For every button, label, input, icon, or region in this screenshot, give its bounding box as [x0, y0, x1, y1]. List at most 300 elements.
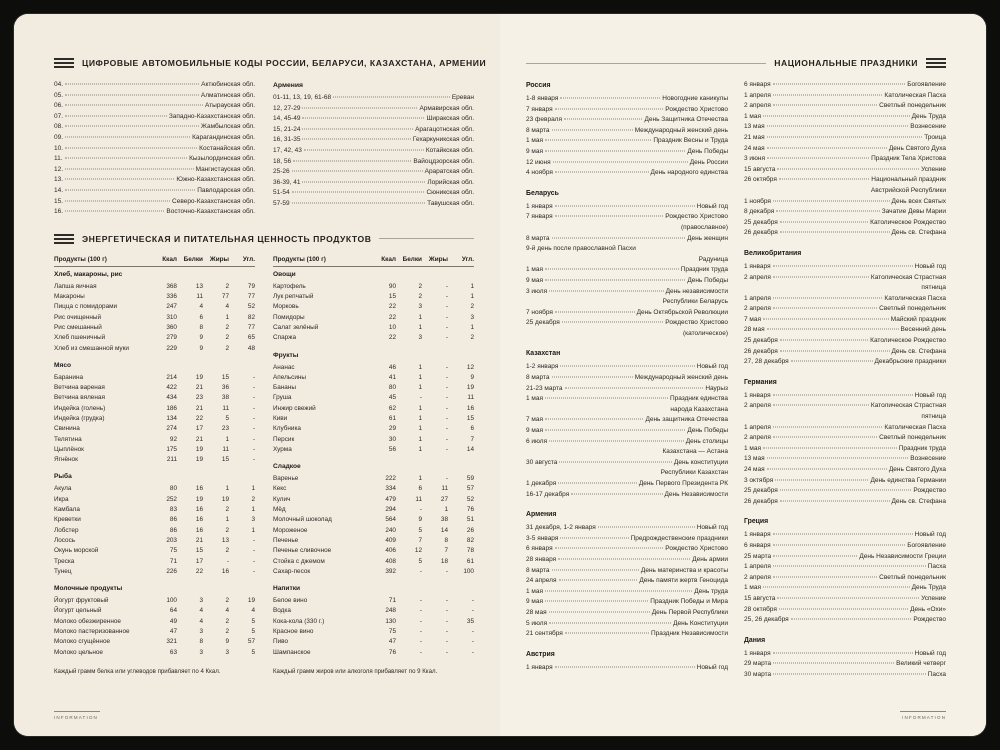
cell-carbs: 3 — [470, 313, 474, 321]
product-name: Клубника — [273, 425, 301, 433]
cell-kcal: 247 — [166, 303, 177, 311]
cell-protein: 3 — [199, 628, 203, 636]
holiday-row — [744, 659, 946, 670]
footer-rule — [54, 711, 100, 712]
leader-key: 9 мая — [526, 598, 544, 606]
leader-key: 26 декабря — [744, 347, 778, 355]
leader-value: Католическая Пасха — [884, 294, 946, 302]
cell-carbs: - — [252, 384, 255, 392]
leader-dots — [545, 140, 651, 141]
leader-value: Богоявление — [907, 541, 946, 549]
col-kcal: Ккал — [162, 255, 177, 263]
cell-fat: 2 — [225, 628, 229, 636]
leader-dots — [555, 311, 635, 312]
leader-value: Праздник труда — [680, 266, 728, 274]
leader-value: День столицы — [685, 437, 728, 445]
product-name: Бананы — [273, 384, 296, 392]
leader-key: 8 декабря — [744, 208, 775, 216]
cell-carbs: 2 — [251, 495, 255, 503]
product-name: Лосось — [54, 536, 76, 544]
cell-protein: - — [419, 617, 422, 625]
cell-carbs: 35 — [466, 617, 474, 625]
leader-dots — [292, 202, 425, 203]
leader-dots — [549, 611, 650, 612]
leader-key: 1 мая — [526, 587, 544, 595]
table-row — [273, 414, 474, 424]
table-row — [273, 383, 474, 393]
leader-key: 14. — [54, 186, 64, 194]
leader-key: 8 марта — [526, 126, 550, 134]
cell-protein: 9 — [418, 516, 422, 524]
leader-dots — [293, 160, 411, 161]
product-name: Красное вино — [273, 628, 314, 636]
leader-dots — [773, 84, 906, 85]
leader-dots — [555, 548, 664, 549]
leader-dots — [552, 377, 633, 378]
leader-key: 36-39, 41 — [273, 178, 301, 186]
product-name: Хурма — [273, 445, 292, 453]
leader-key: 26 октября — [744, 176, 777, 184]
leader-value: Мангистауская обл. — [195, 165, 255, 173]
leader-dots — [571, 493, 662, 494]
cell-fat: - — [445, 425, 448, 433]
holiday-row — [744, 530, 946, 541]
leader-key: 3 октября — [744, 476, 774, 484]
leader-dots — [558, 483, 637, 484]
holiday-row — [526, 384, 728, 395]
car-code-row — [273, 188, 474, 199]
table-row — [54, 596, 255, 606]
leader-dots — [545, 419, 643, 420]
leader-dots — [562, 322, 663, 323]
leader-key: 06. — [54, 102, 64, 110]
cell-kcal: 86 — [169, 526, 177, 534]
leader-value: Рождество Христово — [665, 319, 728, 327]
leader-dots — [773, 308, 877, 309]
cell-protein: 7 — [418, 536, 422, 544]
cell-carbs: 1 — [251, 526, 255, 534]
leader-dots — [65, 189, 195, 190]
cell-fat: - — [445, 597, 448, 605]
leader-value: Праздник единства — [669, 395, 728, 403]
product-name: Печенье сливочное — [273, 547, 332, 555]
product-name: Апельсины — [273, 373, 307, 381]
leader-dots — [565, 387, 704, 388]
table-row — [273, 302, 474, 312]
cell-fat: - — [445, 313, 448, 321]
leader-dots — [773, 437, 877, 438]
leader-dots — [773, 200, 890, 201]
product-name: Мёд — [273, 506, 286, 514]
cell-fat: 13 — [221, 536, 229, 544]
table-row — [54, 393, 255, 403]
holiday-row-continuation — [526, 297, 728, 308]
cell-fat: 16 — [221, 567, 229, 575]
cell-kcal: 63 — [169, 648, 177, 656]
leader-key: 1 января — [526, 202, 553, 210]
leader-value: Рождество — [913, 487, 946, 495]
cell-fat: 2 — [225, 617, 229, 625]
footer-rule-2 — [900, 711, 946, 712]
cell-carbs: - — [252, 445, 255, 453]
cell-kcal: 203 — [166, 536, 177, 544]
leader-value: День труда — [694, 587, 728, 595]
leader-dots — [773, 94, 883, 95]
cell-kcal: 229 — [166, 344, 177, 352]
leader-key: 28 января — [526, 555, 557, 563]
holiday-row-continuation — [744, 412, 946, 423]
leader-dots — [767, 458, 909, 459]
leader-key: 25 декабря — [744, 487, 778, 495]
leader-dots — [65, 179, 174, 180]
leader-dots — [780, 221, 868, 222]
cell-carbs: - — [471, 607, 474, 615]
cell-protein: 1 — [418, 323, 422, 331]
cell-kcal: 479 — [385, 495, 396, 503]
cell-fat: - — [445, 334, 448, 342]
table-row — [54, 313, 255, 323]
car-code-row — [273, 157, 474, 168]
cell-fat: 2 — [225, 344, 229, 352]
cell-carbs: 57 — [466, 485, 474, 493]
product-name: Цыплёнок — [54, 445, 84, 453]
leader-dots — [767, 329, 899, 330]
cell-fat: 38 — [221, 394, 229, 402]
cell-protein: 16 — [195, 516, 203, 524]
leader-value: Новый год — [914, 531, 946, 539]
leader-value: День Победы — [687, 276, 728, 284]
cell-fat: - — [445, 282, 448, 290]
table-row — [54, 617, 255, 627]
leader-value: Араратская обл. — [424, 168, 474, 176]
holiday-row — [744, 649, 946, 660]
leader-dots — [773, 673, 926, 674]
cell-carbs: 14 — [466, 445, 474, 453]
leader-dots — [780, 490, 912, 491]
holiday-row — [744, 165, 946, 176]
holiday-row — [744, 304, 946, 315]
holiday-row — [744, 228, 946, 239]
product-name: Кекс — [273, 485, 287, 493]
holiday-row — [526, 629, 728, 640]
cell-kcal: 56 — [388, 445, 396, 453]
cell-protein: 21 — [195, 435, 203, 443]
leader-dots — [773, 405, 869, 406]
leader-key: 1 ноября — [744, 197, 771, 205]
col-carbs-2: Угл. — [461, 255, 474, 263]
holiday-row — [526, 523, 728, 534]
cell-carbs: 19 — [466, 384, 474, 392]
leader-value: День всех Святых — [891, 197, 946, 205]
cell-protein: 21 — [195, 536, 203, 544]
leader-key: 23 февраля — [526, 116, 562, 124]
cell-carbs: 1 — [251, 485, 255, 493]
leader-key: 2 апреля — [744, 102, 771, 110]
leader-dots — [559, 580, 638, 581]
leader-value: День Победы — [687, 427, 728, 435]
cell-protein: 19 — [195, 495, 203, 503]
col-protein-2: Белки — [402, 255, 422, 263]
leader-key: 1 января — [744, 649, 771, 657]
cell-kcal: 86 — [169, 516, 177, 524]
leader-dots — [763, 318, 889, 319]
car-code-row — [54, 186, 255, 197]
leader-value: Атырауская обл. — [205, 102, 255, 110]
cell-fat: - — [445, 363, 448, 371]
leader-value: Котайкская обл. — [425, 146, 474, 154]
cell-kcal: 252 — [166, 495, 177, 503]
holiday-row — [526, 287, 728, 298]
country-heading: Греция — [744, 518, 769, 526]
car-codes-columns — [54, 80, 474, 218]
leader-value: День конституции — [673, 458, 728, 466]
cell-protein: 6 — [418, 485, 422, 493]
cell-carbs: 76 — [466, 506, 474, 514]
table-row — [54, 515, 255, 525]
holiday-row — [526, 534, 728, 545]
product-name: Кока-кола (330 г.) — [273, 617, 325, 625]
leader-value: День Конституции — [673, 619, 728, 627]
leader-key: 1 января — [526, 663, 553, 671]
holiday-row — [744, 541, 946, 552]
cell-protein: 11 — [196, 293, 203, 301]
leader-dots — [545, 150, 685, 151]
cell-protein: 3 — [199, 597, 203, 605]
leader-dots — [773, 652, 913, 653]
leader-value: Северо-Казахстанская обл. — [172, 197, 255, 205]
leader-value: День Святого Духа — [888, 466, 946, 473]
cell-kcal: 75 — [169, 547, 177, 555]
nutrition-header-row-left — [54, 256, 255, 267]
leader-key: 16-17 декабря — [526, 490, 570, 498]
leader-key: 1 апреля — [744, 91, 771, 99]
leader-dots — [65, 136, 190, 137]
car-code-row — [273, 125, 474, 136]
leader-value: День Октябрьской Революции — [636, 308, 728, 316]
leader-dots — [549, 290, 664, 291]
holiday-row — [526, 587, 728, 598]
cell-protein: - — [419, 638, 422, 646]
product-name: Хлеб пшеничный — [54, 334, 106, 342]
cell-fat: - — [445, 638, 448, 646]
leader-dots — [545, 601, 648, 602]
cell-carbs: 5 — [251, 617, 255, 625]
country-heading: Великобритания — [744, 249, 802, 257]
holiday-row — [744, 444, 946, 455]
section-header-holidays — [526, 58, 946, 68]
nutrition-group-heading: Напитки — [273, 585, 301, 593]
cell-carbs: 26 — [466, 526, 474, 534]
holiday-row — [526, 136, 728, 147]
leader-value: народа Казахстана — [670, 405, 728, 413]
leader-key: 8 марта — [526, 374, 550, 382]
cell-carbs: 4 — [251, 607, 255, 615]
leader-dots — [773, 555, 857, 556]
leader-dots — [552, 237, 686, 238]
leader-key: 25-26 — [273, 168, 290, 176]
cell-fat: 19 — [221, 495, 229, 503]
holiday-row — [744, 562, 946, 573]
leader-dots — [549, 622, 671, 623]
cell-kcal: 294 — [385, 506, 396, 514]
cell-carbs: - — [252, 425, 255, 433]
cell-kcal: 83 — [169, 506, 177, 514]
leader-value: Ереван — [451, 94, 474, 101]
table-row — [273, 606, 474, 616]
cell-fat: 4 — [225, 303, 229, 311]
leader-dots — [65, 147, 197, 148]
leader-value: Католическая Пасха — [884, 91, 946, 99]
leader-key: 24 мая — [744, 466, 765, 473]
product-name: Картофель — [273, 282, 306, 290]
cell-fat: 77 — [221, 293, 229, 301]
cell-fat: 9 — [225, 638, 229, 646]
product-name: Ветчина вяленая — [54, 394, 105, 402]
product-name: Шампанское — [273, 648, 311, 656]
leader-key: 30 марта — [744, 670, 772, 678]
cell-kcal: 279 — [166, 334, 177, 342]
leader-key: 13. — [54, 176, 64, 184]
leader-value: Вознесение — [910, 455, 946, 463]
holiday-row — [744, 583, 946, 594]
cell-kcal: 71 — [169, 557, 177, 565]
leader-dots — [598, 527, 695, 528]
cell-carbs: 2 — [470, 334, 474, 342]
leader-key: 25 декабря — [526, 319, 560, 327]
holiday-row — [526, 663, 728, 674]
col-fat: Жиры — [209, 255, 229, 263]
cell-carbs: 77 — [247, 293, 255, 301]
leader-value: Католическое Рождество — [870, 337, 946, 345]
leader-value: День женщин — [687, 234, 728, 242]
cell-protein: 3 — [418, 303, 422, 311]
left-page — [14, 14, 500, 736]
leader-dots — [776, 211, 880, 212]
holiday-row — [744, 122, 946, 133]
leader-key: 1 мая — [526, 266, 544, 274]
holiday-row — [744, 336, 946, 347]
cell-protein: 8 — [199, 638, 203, 646]
table-row — [54, 383, 255, 393]
leader-key: 13 мая — [744, 123, 765, 131]
cell-fat: 1 — [444, 506, 448, 514]
cell-carbs: 100 — [463, 567, 474, 575]
leader-key: 04. — [54, 81, 64, 88]
cell-fat: - — [445, 404, 448, 412]
country-heading: Казахстан — [526, 350, 561, 358]
leader-dots — [763, 587, 910, 588]
table-row — [273, 505, 474, 515]
leader-dots — [555, 172, 649, 173]
table-row — [273, 515, 474, 525]
cell-protein: 1 — [418, 313, 422, 321]
cell-fat: - — [445, 384, 448, 392]
holiday-row — [526, 115, 728, 126]
cell-fat: 14 — [440, 526, 448, 534]
cell-protein: 1 — [418, 384, 422, 392]
cell-carbs: 1 — [470, 293, 474, 301]
cell-carbs: - — [471, 628, 474, 636]
table-row — [273, 323, 474, 333]
cell-protein: 17 — [195, 557, 203, 565]
cell-kcal: 45 — [388, 394, 396, 402]
holiday-row — [744, 207, 946, 218]
leader-value: День св. Стефана — [891, 229, 946, 237]
leader-dots — [775, 479, 868, 480]
leader-dots — [302, 118, 424, 119]
cell-fat: 18 — [440, 557, 448, 565]
table-row — [54, 505, 255, 515]
leader-dots — [564, 119, 642, 120]
cell-carbs: - — [471, 648, 474, 656]
cell-protein: 1 — [418, 475, 422, 483]
cell-carbs: 2 — [470, 303, 474, 311]
cell-protein: 1 — [418, 404, 422, 412]
leader-dots — [780, 232, 890, 233]
leader-dots — [302, 139, 410, 140]
nutrition-header-row-right — [273, 256, 474, 267]
table-row — [54, 373, 255, 383]
table-row — [54, 606, 255, 616]
leader-key: 1 мая — [526, 137, 544, 145]
cell-kcal: 62 — [388, 404, 396, 412]
holiday-row — [744, 175, 946, 186]
table-row — [54, 557, 255, 567]
cell-kcal: 10 — [388, 323, 396, 331]
leader-dots — [773, 576, 877, 577]
cell-fat: 2 — [225, 323, 229, 331]
holiday-row — [744, 401, 946, 412]
leader-value: Новый год — [914, 391, 946, 399]
product-name: Ягнёнок — [54, 456, 78, 464]
nutrition-column-right — [273, 256, 474, 658]
col-product-2: Продукты (100 г) — [273, 255, 326, 263]
leader-dots — [292, 171, 423, 172]
nutrition-group-heading: Молочные продукты — [54, 585, 123, 593]
cell-fat: 36 — [221, 384, 229, 392]
cell-protein: 22 — [195, 567, 203, 575]
leader-key: 1 мая — [744, 112, 762, 120]
cell-protein: - — [419, 628, 422, 636]
cell-fat: 27 — [440, 495, 448, 503]
leader-value: Республики Казахстан — [660, 469, 728, 477]
cell-fat: 23 — [221, 425, 229, 433]
cell-carbs: - — [252, 557, 255, 565]
leader-key: 1 апреля — [744, 294, 771, 302]
cell-protein: 2 — [418, 282, 422, 290]
left-page-footer — [54, 711, 100, 720]
cell-carbs: 61 — [466, 557, 474, 565]
leader-value: Светлый понедельник — [879, 305, 946, 313]
leader-key: 6 июля — [526, 437, 548, 445]
leader-value: Наурыз — [705, 384, 728, 392]
cell-protein: 4 — [199, 303, 203, 311]
holiday-row-continuation — [526, 255, 728, 266]
cell-kcal: 211 — [166, 456, 177, 464]
product-name: Помидоры — [273, 313, 305, 321]
cell-fat: - — [445, 445, 448, 453]
product-name: Икра — [54, 495, 69, 503]
leader-key: 9 мая — [526, 147, 544, 155]
holiday-row — [744, 133, 946, 144]
country-heading: Беларусь — [526, 189, 559, 197]
cell-kcal: 422 — [166, 384, 177, 392]
leader-key: 12. — [54, 165, 64, 173]
cell-carbs: 6 — [470, 425, 474, 433]
leader-value: Предрождественские праздники — [630, 534, 728, 542]
holiday-row — [744, 197, 946, 208]
car-code-row — [273, 93, 474, 104]
